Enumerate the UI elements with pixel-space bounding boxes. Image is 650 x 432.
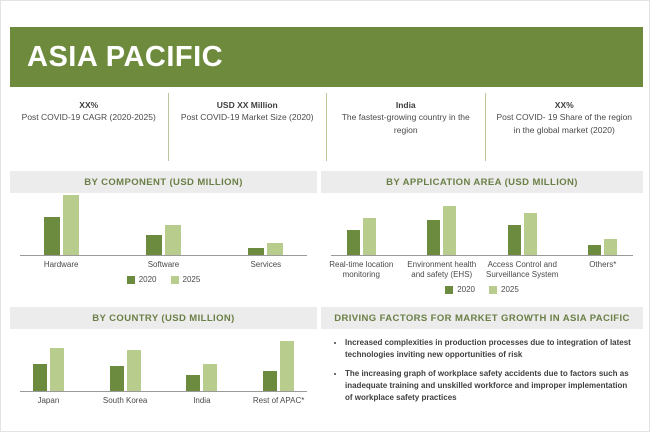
bar-2020: [347, 230, 360, 255]
bar-2020: [146, 235, 162, 255]
bar-2020: [263, 371, 277, 391]
legend-label-2025: 2025: [182, 275, 201, 284]
legend-swatch-2020-icon: [445, 286, 453, 294]
page-title: ASIA PACIFIC: [27, 40, 224, 73]
category-label: India: [193, 396, 211, 405]
kpi-strip: [10, 93, 643, 161]
application-bar-groups: [321, 193, 643, 255]
bar-pair: [427, 193, 456, 255]
chart-by-country: [10, 307, 317, 425]
legend-item-2025: [489, 285, 519, 294]
kpi-global-share-value: XX%: [554, 100, 574, 110]
bar-2025: [363, 218, 376, 255]
legend-swatch-2020-icon: [127, 276, 135, 284]
legend-label-2025: 2025: [501, 285, 519, 294]
section-title-country: BY COUNTRY (USD MILLION): [10, 307, 317, 329]
legend-item-2025: [171, 275, 201, 284]
category-label: Hardware: [43, 260, 79, 269]
bar-2020: [110, 366, 124, 391]
component-bar-groups: [10, 193, 317, 255]
bar-2020: [33, 364, 47, 391]
bar-group: [87, 329, 164, 391]
bar-group: [164, 329, 241, 391]
bar-2020: [44, 217, 60, 255]
kpi-market-size-value: USD XX Million: [216, 100, 278, 110]
bar-2025: [604, 239, 617, 255]
category-label: Services: [250, 260, 282, 269]
drivers-list-wrapper: [321, 329, 643, 404]
component-chart-area: [10, 193, 317, 284]
legend-item-2020: [445, 285, 475, 294]
bar-2025: [165, 225, 181, 255]
bar-pair: [248, 193, 283, 255]
legend-swatch-2025-icon: [171, 276, 179, 284]
legend-label-2020: 2020: [138, 275, 157, 284]
kpi-cagr-label: Post COVID-19 CAGR (2020-2025): [21, 112, 156, 123]
bar-group: [402, 193, 483, 255]
bar-group: [10, 329, 87, 391]
bar-2020: [186, 375, 200, 391]
legend-item-2020: [127, 275, 157, 284]
bar-group: [240, 329, 317, 391]
bar-group: [112, 193, 214, 255]
bar-2020: [427, 220, 440, 255]
bar-pair: [588, 193, 617, 255]
drivers-list: [333, 337, 633, 404]
bar-pair: [263, 329, 294, 391]
section-title-application: BY APPLICATION AREA (USD MILLION): [321, 171, 643, 193]
country-category-labels: [10, 392, 317, 406]
region-header: [10, 27, 643, 87]
bar-2025: [280, 341, 294, 391]
chart-by-component: [10, 171, 317, 301]
bar-group: [482, 193, 563, 255]
bar-pair: [33, 329, 64, 391]
category-label: Japan: [37, 396, 60, 405]
bar-group: [321, 193, 402, 255]
kpi-fastest-country-value: India: [395, 100, 416, 110]
drivers-panel: [321, 307, 643, 425]
bar-pair: [186, 329, 217, 391]
kpi-global-share: [486, 93, 644, 161]
chart-by-application-area: [321, 171, 643, 301]
section-title-drivers: DRIVING FACTORS FOR MARKET GROWTH IN ASIA PACIFIC: [321, 307, 643, 329]
kpi-cagr-value: XX%: [79, 100, 99, 110]
country-chart-area: [10, 329, 317, 406]
driver-item: • The increasing graph of workplace safety accidents due to factors such as inadequate training and unskilled workforce and improper implementation of workplace safety practices: [345, 368, 633, 404]
application-chart-area: [321, 193, 643, 294]
kpi-cagr: [10, 93, 169, 161]
bar-2025: [267, 243, 283, 255]
bar-group: [215, 193, 317, 255]
bar-pair: [508, 193, 537, 255]
bar-pair: [146, 193, 181, 255]
bar-pair: [347, 193, 376, 255]
category-label: Environment health and safety (EHS): [407, 260, 477, 279]
kpi-fastest-country-label: The fastest-growing country in the region: [341, 112, 470, 135]
bar-2020: [588, 245, 601, 255]
kpi-market-size-label: Post COVID-19 Market Size (2020): [180, 112, 314, 123]
bar-group: [563, 193, 644, 255]
bar-2025: [443, 206, 456, 255]
kpi-fastest-country: [327, 93, 486, 161]
country-bar-groups: [10, 329, 317, 391]
driver-item: • Increased complexities in production processes due to integration of latest technologies inviting new opportunities of risk: [345, 337, 633, 361]
bar-pair: [110, 329, 141, 391]
category-label: South Korea: [102, 396, 148, 405]
component-category-labels: [10, 256, 317, 270]
application-category-labels: [321, 256, 643, 280]
bar-pair: [44, 193, 79, 255]
bar-2025: [63, 195, 79, 255]
category-label: Rest of APAC*: [252, 396, 305, 405]
category-label: Software: [147, 260, 180, 269]
legend-swatch-2025-icon: [489, 286, 497, 294]
component-legend: [10, 275, 317, 284]
bar-2025: [50, 348, 64, 391]
bar-2020: [508, 225, 521, 255]
kpi-market-size: [169, 93, 328, 161]
bar-group: [10, 193, 112, 255]
section-title-component: BY COMPONENT (USD MILLION): [10, 171, 317, 193]
category-label: Real-time location monitoring: [329, 260, 394, 279]
bar-2020: [248, 248, 264, 255]
category-label: Access Control and Surveillance System: [486, 260, 559, 279]
application-legend: [321, 285, 643, 294]
category-label: Others*: [589, 260, 617, 269]
kpi-global-share-label: Post COVID- 19 Share of the region in the global market (2020): [496, 112, 633, 135]
bar-2025: [203, 364, 217, 391]
bar-2025: [524, 213, 537, 255]
bar-2025: [127, 350, 141, 391]
legend-label-2020: 2020: [457, 285, 475, 294]
